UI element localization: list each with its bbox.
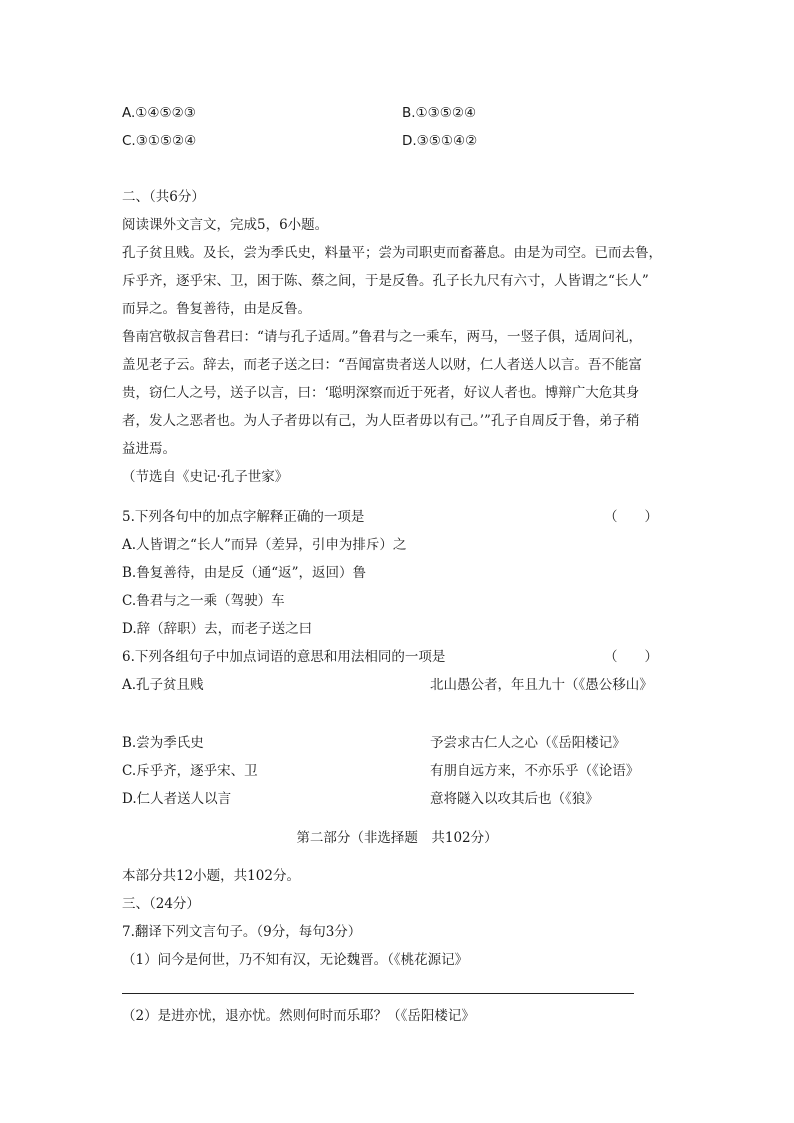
q7-item-1: （1）问今是何世，乃不知有汉，无论魏晋。（《桃花源记》 (122, 952, 469, 968)
q5-option-c: C.鲁君与之一乘（驾驶）车 (122, 593, 285, 609)
q4-option-d: D.③⑤①④② (402, 133, 478, 149)
passage-line: 孔子贫且贱。及长，尝为季氏史，料量平；尝为司职吏而畜蕃息。由是为司空。已而去鲁， (122, 245, 662, 261)
q6-answer-blank: （ ） (604, 649, 658, 665)
passage-line: 者，发人之恶者也。为人子者毋以有己，为人臣者毋以有己。’”孔子自周反于鲁，弟子稍 (122, 413, 640, 429)
q7-stem: 7.翻译下列文言句子。（9分，每句3分） (122, 924, 362, 940)
passage-line: 益进焉。 (122, 441, 176, 457)
q5-answer-blank: （ ） (604, 509, 658, 525)
q4-option-a: A.①④⑤②③ (122, 105, 196, 121)
answer-line (122, 993, 634, 994)
q6-option-b-right: 予尝求古仁人之心（《岳阳楼记》 (430, 735, 626, 751)
passage-line: 盖见老子云。辞去，而老子送之曰：“吾闻富贵者送人以财，仁人者送人以言。吾不能富 (122, 357, 642, 373)
q4-option-b: B.①③⑤②④ (402, 105, 477, 121)
q6-option-b-left: B.尝为季氏史 (122, 735, 204, 751)
passage-line: 鲁南宫敬叔言鲁君曰：“请与孔子适周。”鲁君与之一乘车，两马，一竖子俱，适周问礼， (122, 329, 643, 345)
section3-heading: 三、（24分） (122, 896, 200, 912)
q7-item-2: （2）是进亦忧，退亦忧。然则何时而乐耶？（《岳阳楼记》 (122, 1008, 475, 1024)
q5-option-a: A.人皆谓之“长人”而异（差异，引申为排斥）之 (122, 537, 407, 553)
q6-stem: 6.下列各组句子中加点词语的意思和用法相同的一项是 (122, 649, 446, 665)
q6-option-d-left: D.仁人者送人以言 (122, 791, 232, 807)
q4-option-c: C.③①⑤②④ (122, 133, 197, 149)
part2-description: 本部分共12小题，共102分。 (122, 868, 300, 884)
q6-option-d-right: 意将隧入以攻其后也（《狼》 (430, 791, 599, 807)
q5-stem: 5.下列各句中的加点字解释正确的一项是 (122, 509, 365, 525)
passage-line: 而异之。鲁复善待，由是反鲁。 (122, 301, 311, 317)
section2-instruction: 阅读课外文言文，完成5，6小题。 (122, 217, 329, 233)
q6-option-a-right: 北山愚公者，年且九十（《愚公移山》 (430, 677, 653, 693)
q6-option-c-left: C.斥乎齐，逐乎宋、卫 (122, 763, 258, 779)
q5-option-d: D.辞（辞职）去，而老子送之曰 (122, 621, 313, 637)
q6-option-a-left: A.孔子贫且贱 (122, 677, 204, 693)
passage-line: 斥乎齐，逐乎宋、卫，困于陈、蔡之间，于是反鲁。孔子长九尺有六寸，人皆谓之“长人” (122, 273, 649, 289)
section2-heading: 二、（共6分） (122, 189, 205, 205)
q5-option-b: B.鲁复善待，由是反（通“返”，返回）鲁 (122, 565, 367, 581)
q6-option-c-right: 有朋自远方来，不亦乐乎（《论语》 (430, 763, 640, 779)
passage-source: （节选自《史记·孔子世家》 (122, 469, 289, 485)
part2-title: 第二部分（非选择题 共102分） (296, 830, 498, 846)
passage-line: 贵，窃仁人之号，送子以言，曰：‘聪明深察而近于死者，好议人者也。博辩广大危其身 (122, 385, 640, 401)
